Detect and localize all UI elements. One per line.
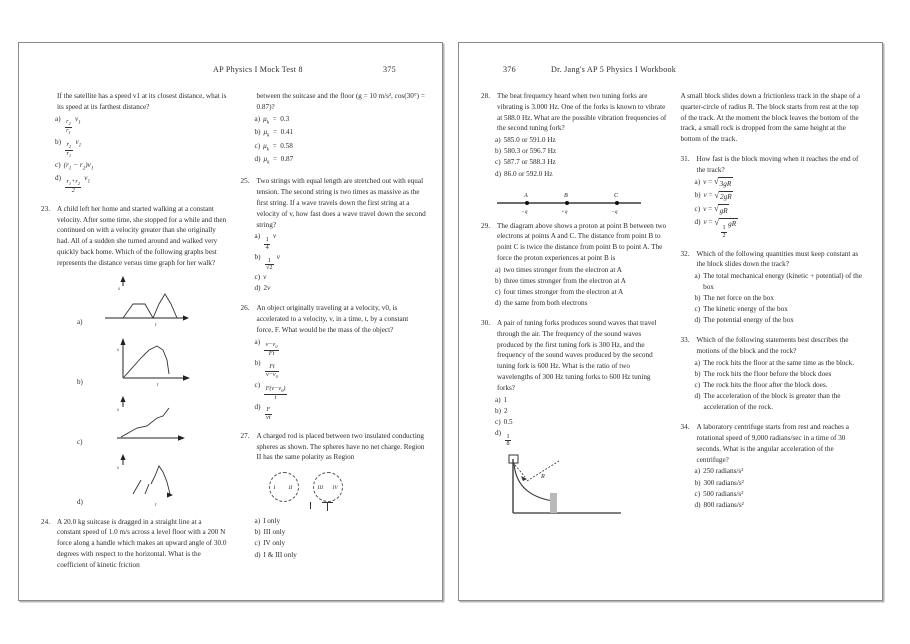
choice-b[interactable]: b) $\mu_k = 0.41$ xyxy=(254,128,294,139)
svg-text:t: t xyxy=(155,502,157,508)
choice-d[interactable]: d) $\frac{r_1+r_2}{2}$ $v_1$ xyxy=(55,174,91,195)
question-number: 32. xyxy=(680,249,690,258)
left-page-columns xyxy=(41,91,426,588)
choice-b[interactable]: b) $\frac{Ft}{v-v_0}$ xyxy=(254,359,278,379)
question-number: 25. xyxy=(240,177,250,186)
passage-block-intro xyxy=(681,91,867,145)
choice-d[interactable]: d) 86.0 or 592.0 Hz xyxy=(495,169,553,178)
choice-a[interactable]: a) The total mechanical energy (kinetic + potential) of the box xyxy=(694,272,862,292)
right-page-column-2 xyxy=(681,91,867,588)
answer-choices xyxy=(255,516,427,560)
svg-text:s: s xyxy=(117,407,119,413)
sphere-right xyxy=(313,472,343,502)
graph-d-svg xyxy=(93,454,213,508)
choice-d[interactable]: d) I & III only xyxy=(254,550,297,559)
svg-text:A: A xyxy=(524,191,528,199)
graph-a-svg xyxy=(93,274,213,328)
svg-text:B: B xyxy=(564,191,568,199)
question-28 xyxy=(481,91,667,180)
choice-d[interactable]: d) 2v xyxy=(254,284,271,293)
charged-rod-vertical xyxy=(327,502,328,511)
question-27 xyxy=(241,431,427,561)
question-number: 34. xyxy=(680,423,690,432)
figure-label-b: b) xyxy=(77,378,83,387)
figure-graph-b xyxy=(41,332,227,388)
answer-choices xyxy=(495,395,667,449)
svg-text:s: s xyxy=(118,286,120,292)
passage-text: A small block slides down a frictionless track in the shape of a quarter-circle of radius R. The block starts from rest at the top of the track. At the moment the block leaves the bottom of the track, a small rock is dropped from the same height at the bottom of the track. xyxy=(680,92,861,144)
choice-c[interactable]: c) four times stronger from the electron at A xyxy=(495,287,624,296)
choice-b[interactable]: b) The rock hits the floor before the block does xyxy=(694,370,832,379)
svg-text:s: s xyxy=(117,465,119,471)
answer-choices xyxy=(55,114,227,195)
choice-d[interactable]: d) The potential energy of the box xyxy=(694,316,794,325)
answer-choices xyxy=(695,177,867,240)
charge-line-svg xyxy=(481,189,657,217)
left-page xyxy=(18,42,443,601)
choice-b[interactable]: b) The net force on the box xyxy=(694,294,774,303)
choice-b[interactable]: b) three times stronger from the electron at A xyxy=(495,276,626,285)
question-24 xyxy=(41,517,227,571)
choice-d[interactable]: d) The acceleration of the block is greater than the acceleration of the rock. xyxy=(694,392,841,412)
figure-graph-d xyxy=(41,452,227,508)
svg-text:s: s xyxy=(117,347,119,353)
question-30 xyxy=(481,318,667,525)
choice-b[interactable]: b) 580.3 or 596.7 Hz xyxy=(495,147,557,156)
question-33 xyxy=(681,335,867,413)
question-stem: If the satellite has a speed v1 at its closest distance, what is its speed at its farthest distance? xyxy=(57,92,227,111)
choice-d[interactable]: d) 800 radians/s² xyxy=(694,500,744,509)
choice-a[interactable]: a) $\frac{v-v_0}{Ft}$ xyxy=(254,337,278,358)
left-page-number: 375 xyxy=(383,65,396,74)
figure-label-c: c) xyxy=(77,438,83,447)
choice-b[interactable]: b) 2 xyxy=(495,406,508,415)
answer-choices xyxy=(495,265,667,309)
question-stem: The beat frequency heard when two tuning forks are vibrating is 3.000 Hz. One of the forks is known to vibrate at 588.0 Hz. What are the possible vibration frequencies of the second tuning fork? xyxy=(497,92,667,133)
choice-a[interactable]: a) $\mu_k = 0.3$ xyxy=(254,114,290,126)
question-stem: A charged rod is placed between two insulated conducting spheres as shown. The spheres have no net charge. Region II has the same polarity as Region xyxy=(256,431,425,462)
radius-label: R xyxy=(541,473,545,481)
answer-choices xyxy=(695,271,867,326)
figure-charge-line xyxy=(481,189,667,217)
answer-choices xyxy=(695,466,867,510)
left-page-column-2 xyxy=(241,91,427,588)
choice-b[interactable]: b) III only xyxy=(254,528,286,537)
choice-b[interactable]: b) $\frac{1}{√2}$ v xyxy=(254,252,280,272)
sphere-left xyxy=(269,472,299,502)
choice-c[interactable]: c) $(r_1 - r_2)v_1$ xyxy=(55,160,94,172)
answer-choices xyxy=(255,114,427,168)
choice-a[interactable]: a) two times stronger from the electron at A xyxy=(495,265,622,274)
figure-label-a: a) xyxy=(77,318,83,327)
choice-a[interactable]: a) The rock hits the floor at the same time as the block. xyxy=(694,358,854,367)
choice-d[interactable]: d) v = √ $\frac{1}{2}$ gR xyxy=(694,216,737,239)
question-25 xyxy=(241,176,427,294)
choice-d[interactable]: d) the same from both electrons xyxy=(495,299,588,308)
question-34 xyxy=(681,422,867,511)
question-stem: The diagram above shows a proton at point B between two electrons at points A and C. The distance from point B to point C is twice the distance from point B to point A. The force the proton experiences at point B is xyxy=(497,221,667,262)
choice-c[interactable]: c) $\mu_k = 0.58$ xyxy=(254,141,293,153)
figure-spheres-and-rod xyxy=(241,466,427,512)
choice-a[interactable]: a) 250 radians/s² xyxy=(694,467,744,476)
left-running-head xyxy=(43,65,418,79)
figure-graph-c xyxy=(41,392,227,448)
question-number: 27. xyxy=(240,431,250,440)
choice-c[interactable]: c) The rock hits the floor after the block does. xyxy=(694,381,828,390)
question-stem: An object originally traveling at a velocity, v0, is accelerated to a velocity, v, in a time, t, by a constant force, F. What would be the mass of the object? xyxy=(256,304,409,334)
right-page-column-1 xyxy=(481,91,667,588)
svg-text:−q: −q xyxy=(611,208,618,215)
question-number: 31. xyxy=(680,154,690,163)
svg-text:t: t xyxy=(157,382,159,388)
track-svg xyxy=(481,451,661,525)
question-stem: A pair of tuning forks produces sound waves that travel through the air. The frequency of the sound waves produced by the first tuning fork is 300 Hz, and the frequency of the sound waves produced by the second tuning fork is 600 Hz. What is the ratio of two wavelengths of 300 Hz tuning forks to 600 Hz tuning forks? xyxy=(497,319,657,392)
region-label-II: II xyxy=(288,485,293,492)
choice-a[interactable]: a) $\frac{r_2}{r_1}$ $v_1$ xyxy=(55,114,81,136)
answer-choices xyxy=(255,231,427,294)
svg-text:+q: +q xyxy=(561,208,568,215)
question-stem: Which of the following statements best describes the motions of the block and the rock? xyxy=(696,336,849,356)
graph-b-svg xyxy=(93,334,213,388)
figure-graph-a xyxy=(41,272,227,328)
svg-text:t: t xyxy=(155,322,157,328)
question-stem: Two strings with equal length are stretched out with equal tension. The second string is two times as massive as the first string. If a wave travels down the first string at a velocity of v, how fast does a wave travel down the second string? xyxy=(256,177,426,229)
choice-c[interactable]: c) IV only xyxy=(254,539,286,548)
region-label-IV: IV xyxy=(332,485,338,492)
svg-text:C: C xyxy=(614,191,619,199)
question-stem: How fast is the block moving when it reaches the end of the track? xyxy=(696,154,859,174)
question-number: 24. xyxy=(41,517,50,526)
question-number: 33. xyxy=(680,336,690,345)
question-stem: between the suitcase and the floor (g = 10 m/s², cos(30°) = 0.87)? xyxy=(256,92,425,111)
ground-mark xyxy=(310,502,311,509)
choice-a[interactable]: a) 1 xyxy=(495,395,508,404)
region-label-III: III xyxy=(317,485,324,492)
choice-c[interactable]: c) 587.7 or 588.3 Hz xyxy=(495,158,556,167)
choice-d[interactable]: d) $\frac{F}{vt}$ xyxy=(254,402,271,422)
left-running-head-title: AP Physics I Mock Test 8 xyxy=(213,65,303,74)
choice-c[interactable]: c) v xyxy=(254,273,267,282)
question-stem: Which of the following quantities must keep constant as the block slides down the track? xyxy=(696,249,859,269)
question-number: 23. xyxy=(41,204,50,213)
figure-quarter-circle-track xyxy=(481,451,667,525)
right-page xyxy=(458,42,883,601)
question-29 xyxy=(481,221,667,310)
figure-label-d: d) xyxy=(77,498,83,507)
question-stem: A 20.0 kg suitcase is dragged in a straight line at a constant speed of 1.0 m/s across a level floor with a 200 N force along a handle which makes an upward angle of 30.0 degrees with respect to the horizontal. What is the coefficient of kinetic friction xyxy=(57,517,227,569)
choice-a[interactable]: a) v = √ 3gR xyxy=(694,176,732,188)
question-24-continuation xyxy=(241,91,427,167)
answer-choices xyxy=(695,358,867,413)
choice-c[interactable]: c) The kinetic energy of the box xyxy=(694,305,788,314)
right-running-head-title: Dr. Jang's AP 5 Physics I Workbook xyxy=(551,65,677,74)
question-26 xyxy=(241,303,427,422)
choice-c[interactable]: c) 0.5 xyxy=(495,417,513,426)
choice-d[interactable]: d) $\mu_k = 0.87$ xyxy=(254,155,294,166)
choice-a[interactable]: a) $\frac{1}{4}$ v xyxy=(254,232,277,251)
right-running-head xyxy=(483,65,858,79)
right-page-columns xyxy=(481,91,866,588)
choice-d[interactable]: d) $\frac{1}{8}$ xyxy=(495,428,510,448)
region-label-I: I xyxy=(273,485,276,492)
choice-c[interactable]: c) $\frac{F(v-v_0)}{t}$ xyxy=(254,380,286,401)
right-page-number: 376 xyxy=(503,65,516,74)
question-number: 26. xyxy=(240,304,250,313)
choice-c[interactable]: c) 500 radians/s² xyxy=(694,489,744,498)
question-31 xyxy=(681,154,867,240)
choice-b[interactable]: b) $\frac{r_2}{r_1}$ $v_1$ xyxy=(55,137,82,159)
question-number: 29. xyxy=(481,221,490,230)
question-number: 30. xyxy=(481,319,490,327)
left-page-column-1 xyxy=(41,91,227,588)
question-stem: A laboratory centrifuge starts from rest and reaches a rotational speed of 9,000 radians/sec in a time of 30 seconds. What is the angular acceleration of the centrifuge? xyxy=(696,423,849,464)
choice-c[interactable]: c) v = √ gR xyxy=(694,203,728,215)
charged-rod-horizontal xyxy=(322,502,333,503)
question-32 xyxy=(681,249,867,327)
choice-a[interactable]: a) I only xyxy=(254,517,281,526)
question-22-continuation xyxy=(41,91,227,195)
answer-choices xyxy=(255,337,427,422)
svg-text:−q: −q xyxy=(521,208,528,215)
choice-b[interactable]: b) 300 radians/s² xyxy=(694,478,744,487)
graph-c-svg xyxy=(93,394,213,448)
choice-b[interactable]: b) v = √ 2gR xyxy=(694,189,732,202)
question-23 xyxy=(41,204,227,508)
question-stem: A child left her home and started walking at a constant velocity. After some time, she stopped for a while and then continued on with a velocity greater than she originally had. All of a sudden she turned around and walked very quickly back home. Which of the following graphs best represents the distance versus time graph for her walk? xyxy=(57,204,227,267)
answer-choices xyxy=(495,135,667,179)
question-number: 28. xyxy=(481,92,490,100)
choice-a[interactable]: a) 585.0 or 591.0 Hz xyxy=(495,136,556,145)
